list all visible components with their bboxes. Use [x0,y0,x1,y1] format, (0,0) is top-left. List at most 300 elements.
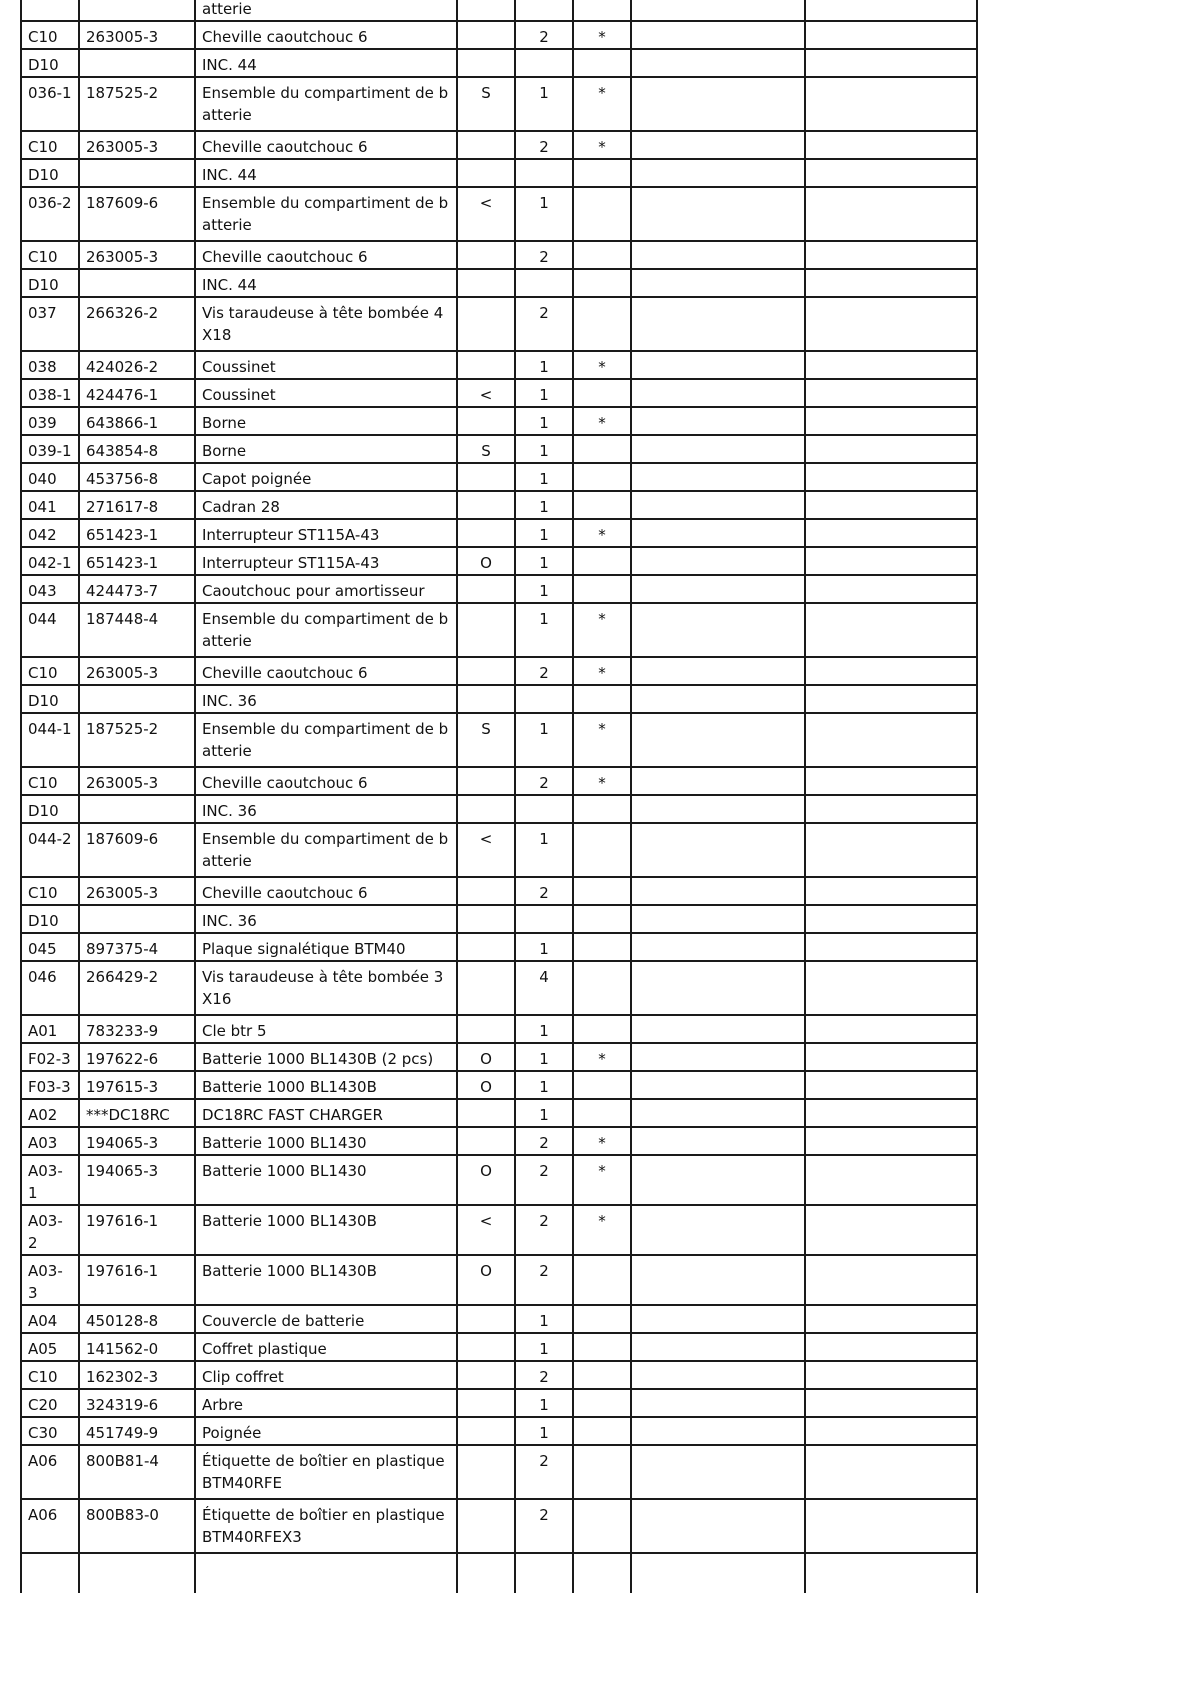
remark-cell [805,1205,977,1255]
mark-cell [573,379,631,407]
item-number-cell: 042 [21,519,79,547]
remark-cell [805,77,977,131]
note-cell [631,1099,805,1127]
mark-cell: * [573,351,631,379]
part-number-cell: 162302-3 [79,1361,195,1389]
mark-cell [573,491,631,519]
quantity-cell: 1 [515,1417,573,1445]
part-number-cell: 194065-3 [79,1127,195,1155]
item-number-cell: A05 [21,1333,79,1361]
change-code-cell: O [457,1255,515,1305]
remark-cell [805,547,977,575]
quantity-cell: 2 [515,767,573,795]
part-number-cell [79,685,195,713]
description-cell: Cheville caoutchouc 6 [195,131,457,159]
part-number-cell: 324319-6 [79,1389,195,1417]
part-number-cell: 651423-1 [79,547,195,575]
quantity-cell [515,795,573,823]
description-cell: Poignée [195,1417,457,1445]
mark-cell: * [573,407,631,435]
description-cell: Cheville caoutchouc 6 [195,241,457,269]
note-cell [631,463,805,491]
note-cell [631,21,805,49]
quantity-cell: 2 [515,241,573,269]
change-code-cell [457,241,515,269]
empty-cell [631,1553,805,1593]
quantity-cell: 1 [515,351,573,379]
change-code-cell [457,463,515,491]
item-number-cell: D10 [21,685,79,713]
description-cell: Ensemble du compartiment de batterie [195,187,457,241]
item-number-cell: A03-2 [21,1205,79,1255]
table-row [21,351,977,379]
part-number-cell [79,49,195,77]
item-number-cell: 042-1 [21,547,79,575]
remark-cell [805,159,977,187]
table-row [21,463,977,491]
note-cell [631,1043,805,1071]
quantity-cell: 1 [515,603,573,657]
item-number-cell: A03 [21,1127,79,1155]
remark-cell [805,1015,977,1043]
change-code-cell [457,1389,515,1417]
part-number-cell: 651423-1 [79,519,195,547]
description-cell: Cheville caoutchouc 6 [195,21,457,49]
part-number-cell: 187448-4 [79,603,195,657]
change-code-cell: < [457,1205,515,1255]
table-row [21,1445,977,1499]
remark-cell [805,1417,977,1445]
description-cell: Ensemble du compartiment de batterie [195,77,457,131]
mark-cell [573,961,631,1015]
remark-cell [805,1445,977,1499]
change-code-cell [457,21,515,49]
description-cell: Capot poignée [195,463,457,491]
change-code-cell [457,1445,515,1499]
table-row [21,575,977,603]
item-number-cell: A02 [21,1099,79,1127]
part-number-cell: 271617-8 [79,491,195,519]
empty-cell [805,1553,977,1593]
item-number-cell: 039 [21,407,79,435]
change-code-cell: O [457,1155,515,1205]
quantity-cell: 2 [515,1127,573,1155]
quantity-cell [515,905,573,933]
part-number-cell: ***DC18RC [79,1099,195,1127]
item-number-cell: C10 [21,1361,79,1389]
table-row [21,1155,977,1205]
remark-cell [805,269,977,297]
item-number-cell: 036-2 [21,187,79,241]
table-row [21,1043,977,1071]
mark-cell [573,1389,631,1417]
part-number-cell [79,905,195,933]
quantity-cell: 1 [515,713,573,767]
quantity-cell: 2 [515,657,573,685]
change-code-cell [457,1015,515,1043]
item-number-cell: 039-1 [21,435,79,463]
change-code-cell: S [457,435,515,463]
item-number-cell: D10 [21,49,79,77]
change-code-cell [457,49,515,77]
description-cell: Batterie 1000 BL1430B [195,1071,457,1099]
part-number-cell: 197615-3 [79,1071,195,1099]
part-number-cell [79,269,195,297]
quantity-cell: 2 [515,1155,573,1205]
mark-cell: * [573,77,631,131]
note-cell [631,575,805,603]
description-cell: Ensemble du compartiment de batterie [195,823,457,877]
table-row [21,905,977,933]
table-row [21,77,977,131]
remark-cell [805,657,977,685]
table-row [21,933,977,961]
description-cell: Batterie 1000 BL1430B [195,1255,457,1305]
item-number-cell: A03-1 [21,1155,79,1205]
quantity-cell: 2 [515,1361,573,1389]
quantity-cell: 1 [515,187,573,241]
part-number-cell [79,159,195,187]
note-cell [631,351,805,379]
item-number-cell: 041 [21,491,79,519]
table-row [21,1255,977,1305]
item-number-cell [21,0,79,21]
item-number-cell: 036-1 [21,77,79,131]
note-cell [631,187,805,241]
mark-cell [573,1499,631,1553]
change-code-cell [457,603,515,657]
item-number-cell: A01 [21,1015,79,1043]
change-code-cell [457,877,515,905]
remark-cell [805,407,977,435]
item-number-cell: 040 [21,463,79,491]
part-number-cell: 424026-2 [79,351,195,379]
table-row [21,269,977,297]
note-cell [631,1333,805,1361]
change-code-cell: < [457,823,515,877]
mark-cell [573,1445,631,1499]
change-code-cell [457,905,515,933]
item-number-cell: D10 [21,905,79,933]
description-cell: Couvercle de batterie [195,1305,457,1333]
quantity-cell: 2 [515,131,573,159]
note-cell [631,767,805,795]
item-number-cell: A06 [21,1445,79,1499]
part-number-cell: 263005-3 [79,877,195,905]
remark-cell [805,713,977,767]
table-row [21,435,977,463]
table-row [21,823,977,877]
table-row [21,547,977,575]
part-number-cell: 800B81-4 [79,1445,195,1499]
quantity-cell: 1 [515,77,573,131]
quantity-cell: 1 [515,435,573,463]
table-row [21,519,977,547]
empty-cell [195,1553,457,1593]
note-cell [631,713,805,767]
table-row [21,1099,977,1127]
note-cell [631,603,805,657]
part-number-cell: 194065-3 [79,1155,195,1205]
description-cell: Ensemble du compartiment de batterie [195,603,457,657]
mark-cell [573,1361,631,1389]
empty-cell [515,1553,573,1593]
table-row [21,21,977,49]
description-cell: Cheville caoutchouc 6 [195,877,457,905]
description-cell: INC. 44 [195,159,457,187]
quantity-cell [515,685,573,713]
description-cell: Batterie 1000 BL1430B [195,1205,457,1255]
table-row [21,1361,977,1389]
part-number-cell: 424476-1 [79,379,195,407]
mark-cell [573,1333,631,1361]
mark-cell: * [573,1155,631,1205]
description-cell: Coussinet [195,379,457,407]
description-cell: Batterie 1000 BL1430 [195,1155,457,1205]
quantity-cell: 1 [515,933,573,961]
remark-cell [805,1071,977,1099]
mark-cell [573,1099,631,1127]
item-number-cell: C10 [21,657,79,685]
item-number-cell: 037 [21,297,79,351]
remark-cell [805,351,977,379]
change-code-cell [457,1099,515,1127]
mark-cell: * [573,1043,631,1071]
change-code-cell: S [457,77,515,131]
change-code-cell [457,131,515,159]
empty-cell [79,1553,195,1593]
note-cell [631,547,805,575]
remark-cell [805,961,977,1015]
change-code-cell [457,795,515,823]
description-cell: Coffret plastique [195,1333,457,1361]
note-cell [631,1389,805,1417]
mark-cell [573,0,631,21]
part-number-cell: 263005-3 [79,21,195,49]
description-cell: Ensemble du compartiment de batterie [195,713,457,767]
remark-cell [805,21,977,49]
item-number-cell: D10 [21,795,79,823]
mark-cell [573,241,631,269]
quantity-cell: 1 [515,463,573,491]
note-cell [631,159,805,187]
quantity-cell: 2 [515,1445,573,1499]
part-number-cell: 453756-8 [79,463,195,491]
change-code-cell [457,269,515,297]
empty-cell [573,1553,631,1593]
quantity-cell: 1 [515,823,573,877]
mark-cell: * [573,603,631,657]
table-row [21,1389,977,1417]
quantity-cell: 1 [515,379,573,407]
remark-cell [805,877,977,905]
part-number-cell: 141562-0 [79,1333,195,1361]
mark-cell [573,187,631,241]
table-row [21,1127,977,1155]
part-number-cell: 783233-9 [79,1015,195,1043]
note-cell [631,795,805,823]
description-cell: atterie [195,0,457,21]
description-cell: Plaque signalétique BTM40 [195,933,457,961]
table-row [21,131,977,159]
table-row [21,1333,977,1361]
quantity-cell: 2 [515,877,573,905]
change-code-cell [457,0,515,21]
change-code-cell: O [457,1071,515,1099]
table-row [21,603,977,657]
mark-cell [573,159,631,187]
remark-cell [805,1333,977,1361]
part-number-cell [79,795,195,823]
remark-cell [805,795,977,823]
table-row [21,1205,977,1255]
item-number-cell: C10 [21,767,79,795]
item-number-cell: C10 [21,21,79,49]
mark-cell [573,49,631,77]
remark-cell [805,1155,977,1205]
table-row [21,1499,977,1553]
note-cell [631,685,805,713]
note-cell [631,1205,805,1255]
mark-cell: * [573,519,631,547]
table-row [21,1417,977,1445]
note-cell [631,1255,805,1305]
note-cell [631,1499,805,1553]
change-code-cell [457,351,515,379]
table-row [21,685,977,713]
table-row [21,961,977,1015]
part-number-cell: 266429-2 [79,961,195,1015]
change-code-cell [457,1305,515,1333]
description-cell: INC. 36 [195,905,457,933]
remark-cell [805,0,977,21]
quantity-cell [515,269,573,297]
item-number-cell: C10 [21,241,79,269]
mark-cell: * [573,767,631,795]
description-cell: Cheville caoutchouc 6 [195,657,457,685]
change-code-cell [457,1499,515,1553]
table-row [21,491,977,519]
change-code-cell: < [457,379,515,407]
note-cell [631,1071,805,1099]
change-code-cell [457,159,515,187]
mark-cell [573,575,631,603]
mark-cell: * [573,657,631,685]
item-number-cell: A03-3 [21,1255,79,1305]
part-number-cell: 643854-8 [79,435,195,463]
mark-cell [573,795,631,823]
mark-cell [573,297,631,351]
note-cell [631,0,805,21]
table-row [21,49,977,77]
quantity-cell: 1 [515,1071,573,1099]
description-cell: INC. 44 [195,49,457,77]
description-cell: Coussinet [195,351,457,379]
description-cell: Borne [195,407,457,435]
mark-cell [573,547,631,575]
change-code-cell: S [457,713,515,767]
change-code-cell [457,1417,515,1445]
note-cell [631,823,805,877]
item-number-cell: F03-3 [21,1071,79,1099]
remark-cell [805,519,977,547]
note-cell [631,77,805,131]
part-number-cell: 187525-2 [79,77,195,131]
quantity-cell: 2 [515,1205,573,1255]
empty-cell [457,1553,515,1593]
note-cell [631,297,805,351]
remark-cell [805,685,977,713]
change-code-cell [457,1127,515,1155]
remark-cell [805,905,977,933]
part-number-cell: 197622-6 [79,1043,195,1071]
remark-cell [805,1389,977,1417]
change-code-cell [457,767,515,795]
empty-cell [21,1553,79,1593]
mark-cell [573,823,631,877]
description-cell: Clip coffret [195,1361,457,1389]
quantity-cell: 4 [515,961,573,1015]
remark-cell [805,1361,977,1389]
description-cell: Étiquette de boîtier en plastique BTM40RFEX3 [195,1499,457,1553]
note-cell [631,1417,805,1445]
description-cell: DC18RC FAST CHARGER [195,1099,457,1127]
note-cell [631,877,805,905]
item-number-cell: 046 [21,961,79,1015]
remark-cell [805,131,977,159]
quantity-cell: 1 [515,547,573,575]
quantity-cell: 1 [515,519,573,547]
change-code-cell [457,491,515,519]
table-row [21,1015,977,1043]
remark-cell [805,603,977,657]
item-number-cell: A06 [21,1499,79,1553]
quantity-cell [515,0,573,21]
part-number-cell: 197616-1 [79,1205,195,1255]
quantity-cell: 1 [515,491,573,519]
note-cell [631,1305,805,1333]
part-number-cell: 424473-7 [79,575,195,603]
quantity-cell: 2 [515,297,573,351]
note-cell [631,519,805,547]
change-code-cell [457,407,515,435]
change-code-cell [457,657,515,685]
mark-cell [573,1417,631,1445]
remark-cell [805,297,977,351]
remark-cell [805,49,977,77]
item-number-cell: C20 [21,1389,79,1417]
change-code-cell [457,1361,515,1389]
note-cell [631,933,805,961]
table-row [21,297,977,351]
item-number-cell: 038 [21,351,79,379]
quantity-cell: 1 [515,1333,573,1361]
description-cell: Interrupteur ST115A-43 [195,547,457,575]
note-cell [631,131,805,159]
item-number-cell: 038-1 [21,379,79,407]
remark-cell [805,435,977,463]
description-cell: Borne [195,435,457,463]
description-cell: Cle btr 5 [195,1015,457,1043]
remark-cell [805,1499,977,1553]
part-number-cell: 263005-3 [79,657,195,685]
table-row [21,241,977,269]
part-number-cell: 187609-6 [79,823,195,877]
quantity-cell: 1 [515,1043,573,1071]
item-number-cell: 044 [21,603,79,657]
quantity-cell: 1 [515,1015,573,1043]
part-number-cell: 450128-8 [79,1305,195,1333]
